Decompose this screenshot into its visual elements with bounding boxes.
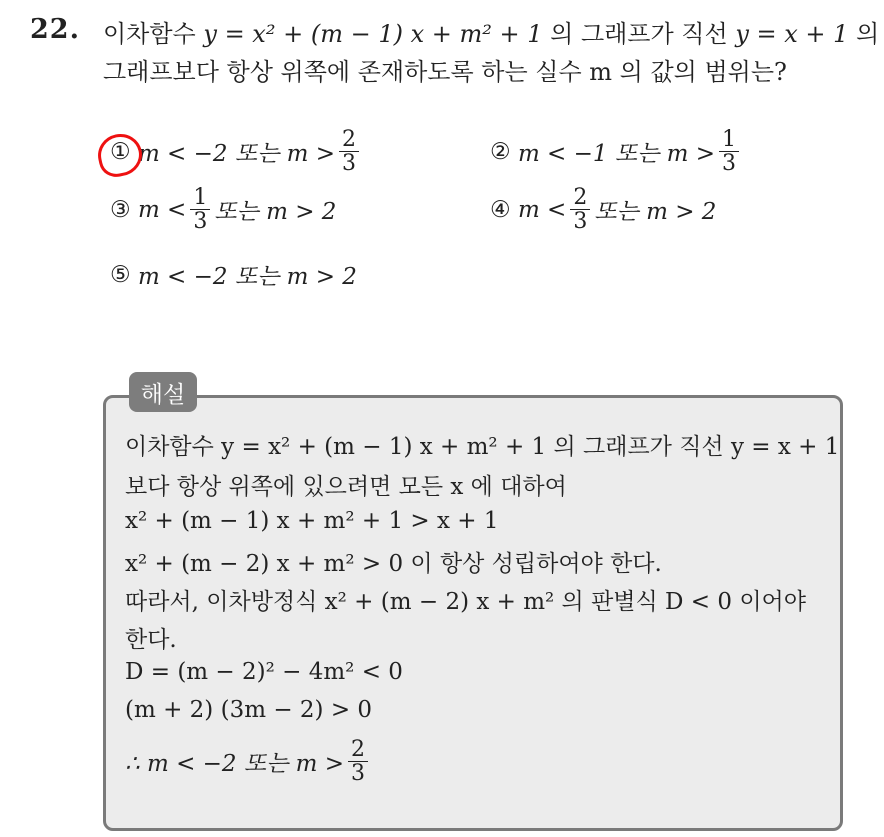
question-text-end: 의: [848, 20, 880, 48]
choice-5[interactable]: [110, 258, 357, 291]
choice-1[interactable]: [110, 128, 363, 175]
choice-marker: ⑤: [110, 261, 131, 288]
conclusion-text: ∴ m < −2 또는 m >: [125, 751, 345, 778]
choice-marker: ④: [490, 196, 511, 223]
line-equation: y = x + 1: [735, 20, 849, 48]
choice-text: m <: [517, 196, 567, 223]
question-text: 이차함수: [103, 20, 204, 48]
fraction: $\frac{2}{3}$: [339, 128, 359, 175]
quadratic-function: y = x² + (m − 1) x + m² + 1: [203, 20, 543, 48]
choice-text: m <: [137, 196, 187, 223]
choice-text: m < −2 또는 m > 2: [137, 264, 357, 290]
question-number: 22.: [30, 14, 80, 45]
fraction: $\frac{1}{3}$: [190, 186, 210, 233]
solution-line-3: x² + (m − 1) x + m² + 1 > x + 1: [125, 508, 499, 534]
solution-line-5: 따라서, 이차방정식 x² + (m − 2) x + m² 의 판별식 D < 0 이어야: [125, 589, 806, 615]
solution-line-7: D = (m − 2)² − 4m² < 0: [125, 659, 403, 685]
choice-marker: ③: [110, 196, 131, 223]
solution-conclusion: [125, 738, 372, 785]
fraction: $\frac{2}{3}$: [348, 738, 368, 785]
choice-4[interactable]: [490, 186, 716, 233]
solution-line-8: (m + 2) (3m − 2) > 0: [125, 697, 373, 723]
question-text-mid: 의 그래프가 직선: [542, 20, 736, 48]
choice-text: m < −1 또는 m >: [517, 141, 715, 168]
solution-line-6: 한다.: [125, 627, 177, 653]
choice-text-post: 또는 m > 2: [594, 199, 717, 226]
choice-text: m < −2 또는 m >: [137, 141, 335, 168]
choice-3[interactable]: [110, 186, 336, 233]
choice-marker: ①: [110, 138, 131, 165]
question-line-2: 그래프보다 항상 위쪽에 존재하도록 하는 실수 m 의 값의 범위는?: [103, 58, 787, 86]
choice-text-post: 또는 m > 2: [214, 199, 337, 226]
fraction: $\frac{1}{3}$: [719, 128, 739, 175]
fraction: $\frac{2}{3}$: [570, 186, 590, 233]
choice-2[interactable]: [490, 128, 743, 175]
question-line-1: [103, 14, 879, 49]
solution-tag: 해설: [129, 372, 197, 412]
solution-line-4: x² + (m − 2) x + m² > 0 이 항상 성립하여야 한다.: [125, 551, 662, 577]
solution-line-1: 이차함수 y = x² + (m − 1) x + m² + 1 의 그래프가 직선 y = x + 1: [125, 434, 840, 460]
solution-line-2: 보다 항상 위쪽에 있으려면 모든 x 에 대하여: [125, 474, 567, 500]
choice-marker: ②: [490, 138, 511, 165]
